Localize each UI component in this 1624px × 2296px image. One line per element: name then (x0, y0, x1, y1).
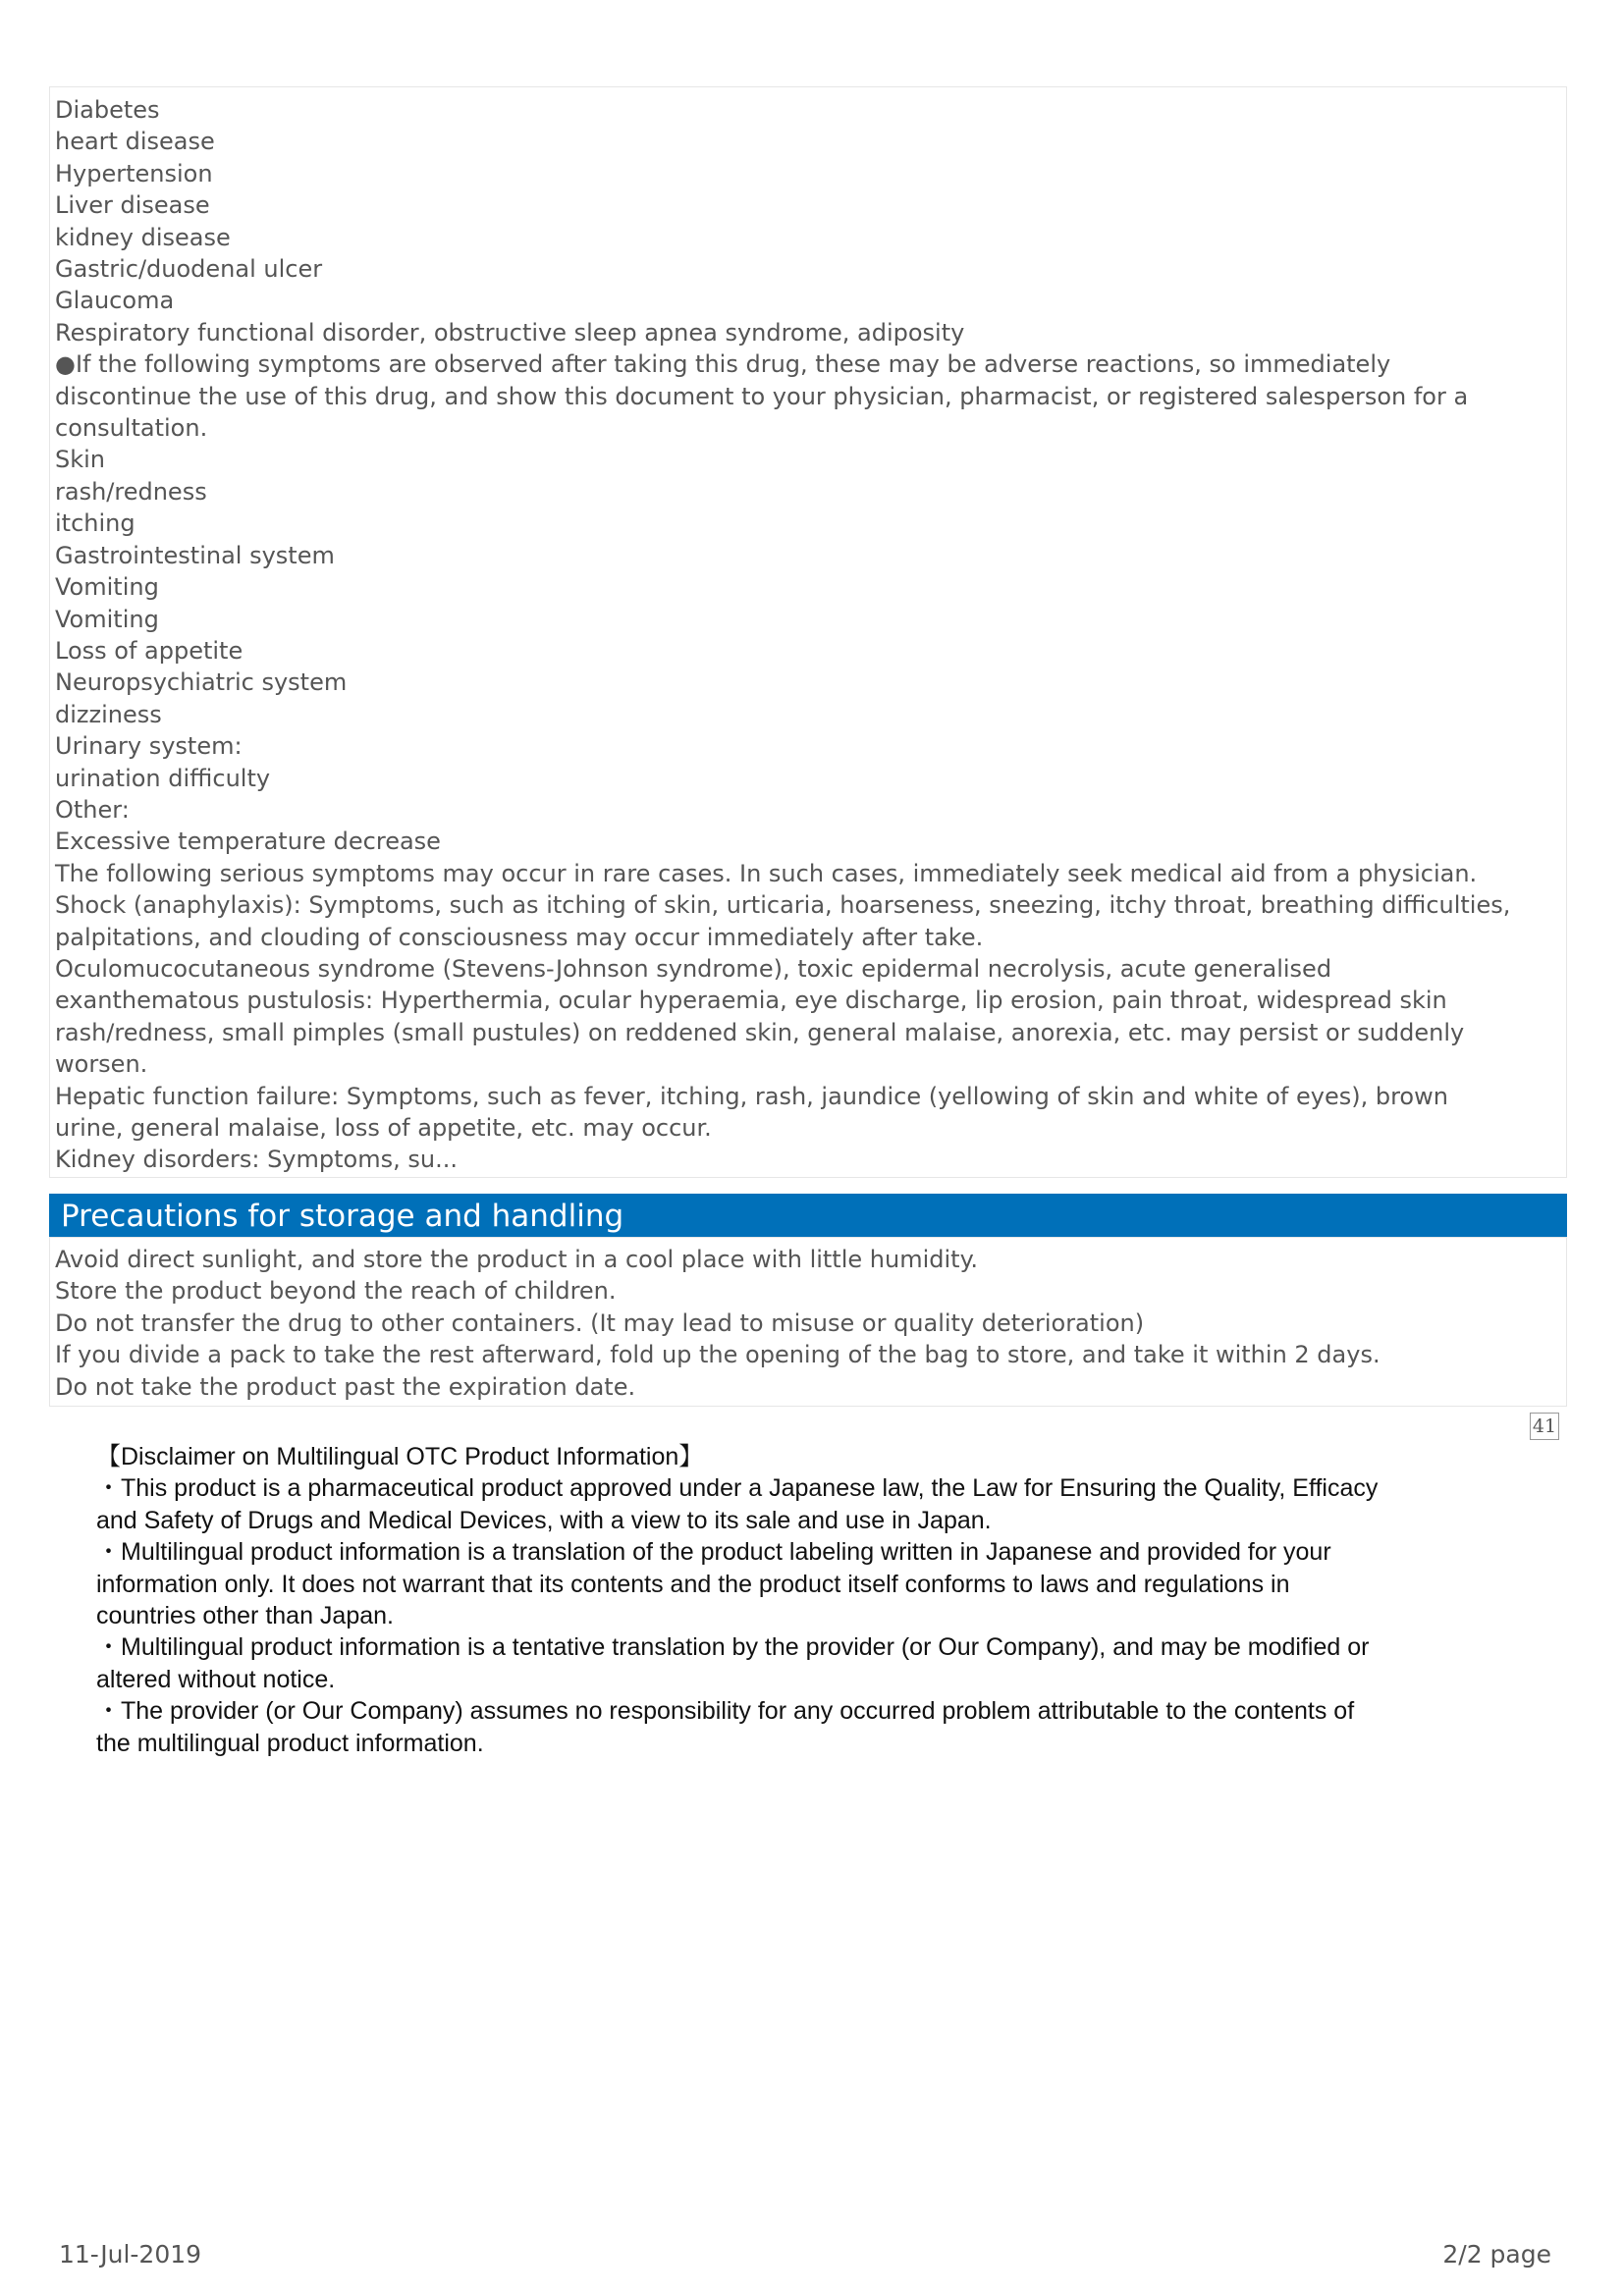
text-line: urination difficulty (55, 764, 271, 792)
text-line: dizziness (55, 700, 162, 728)
text-line: urine, general malaise, loss of appetite, etc. may occur. (55, 1114, 712, 1142)
text-line: Kidney disorders: Symptoms, su... (55, 1146, 458, 1174)
text-line: Diabetes (55, 96, 160, 124)
text-line: Excessive temperature decrease (55, 828, 441, 856)
storage-section-title: Precautions for storage and handling (61, 1199, 624, 1234)
text-line: ●If the following symptoms are observed after taking this drug, these may be adverse reactions, so immediately (55, 350, 1391, 379)
text-line: Neuropsychiatric system (55, 668, 348, 697)
footer-date: 11-Jul-2019 (59, 2240, 202, 2269)
text-line: rash/redness, small pimples (small pustules) on reddened skin, general malaise, anorexia, etc. may persist or suddenly (55, 1018, 1465, 1046)
consult-continued-lines (55, 94, 1561, 1176)
text-line: Skin (55, 446, 106, 474)
text-line: Respiratory functional disorder, obstructive sleep apnea syndrome, adiposity (55, 318, 965, 347)
disclaimer-line: and Safety of Drugs and Medical Devices, with a view to its sale and use in Japan. (96, 1506, 992, 1534)
text-line: Hepatic function failure: Symptoms, such as fever, itching, rash, jaundice (yellowing of skin and white of eyes), brown (55, 1082, 1448, 1110)
text-line: Vomiting (55, 573, 159, 602)
disclaimer-line: 【Disclaimer on Multilingual OTC Product Information】 (96, 1443, 704, 1470)
storage-lines (55, 1244, 1561, 1403)
disclaimer-line: ・This product is a pharmaceutical product approved under a Japanese law, the Law for Ensuring the Quality, Efficacy (96, 1474, 1379, 1503)
text-line: heart disease (55, 128, 215, 156)
disclaimer-line: countries other than Japan. (96, 1602, 394, 1630)
text-line: Gastrointestinal system (55, 541, 335, 569)
disclaimer-lines (96, 1441, 1540, 1759)
disclaimer-line: the multilingual product information. (96, 1729, 484, 1757)
text-line: Gastric/duodenal ulcer (55, 255, 323, 284)
storage-section-header (49, 1194, 1567, 1237)
footer-page-indicator: 2/2 page (1442, 2240, 1551, 2269)
text-line: Shock (anaphylaxis): Symptoms, such as itching of skin, urticaria, hoarseness, sneezing, itchy throat, breathing difficulties, (55, 891, 1511, 920)
storage-text-line: Store the product beyond the reach of children. (55, 1277, 617, 1306)
disclaimer-line: ・Multilingual product information is a translation of the product labeling written in Japanese and provided for your (96, 1538, 1331, 1567)
page-number-box: 41 (1530, 1413, 1559, 1440)
text-line: palpitations, and clouding of consciousness may occur immediately after take. (55, 923, 984, 951)
text-line: discontinue the use of this drug, and show this document to your physician, pharmacist, or registered salesperson for a (55, 382, 1469, 410)
storage-text-line: Avoid direct sunlight, and store the product in a cool place with little humidity. (55, 1246, 978, 1273)
text-line: Oculomucocutaneous syndrome (Stevens-Johnson syndrome), toxic epidermal necrolysis, acute generalised (55, 954, 1332, 983)
text-line: Loss of appetite (55, 636, 244, 665)
text-line: kidney disease (55, 223, 231, 251)
disclaimer-block (96, 1441, 1540, 1759)
text-line: exanthematous pustulosis: Hyperthermia, ocular hyperaemia, eye discharge, lip erosion, pain throat, widespread skin (55, 987, 1447, 1015)
disclaimer-line: altered without notice. (96, 1665, 336, 1693)
text-line: Hypertension (55, 159, 213, 187)
disclaimer-line: ・The provider (or Our Company) assumes no responsibility for any occurred problem attributable to the contents of (96, 1697, 1355, 1726)
text-line: rash/redness (55, 477, 207, 506)
storage-section (49, 1237, 1567, 1407)
disclaimer-line: information only. It does not warrant that its contents and the product itself conforms to laws and regulations in (96, 1570, 1290, 1598)
text-line: The following serious symptoms may occur in rare cases. In such cases, immediately seek medical aid from a physician. (55, 859, 1478, 887)
text-line: Other: (55, 795, 130, 824)
text-line: Glaucoma (55, 287, 175, 315)
disclaimer-line: ・Multilingual product information is a tentative translation by the provider (or Our Company), and may be modified or (96, 1633, 1370, 1662)
text-line: Urinary system: (55, 732, 243, 761)
consult-continued-section (49, 86, 1567, 1178)
text-line: Liver disease (55, 191, 210, 220)
storage-text-line: Do not take the product past the expiration date. (55, 1372, 636, 1401)
text-line: Vomiting (55, 605, 159, 633)
text-line: consultation. (55, 414, 208, 443)
storage-text-line: If you divide a pack to take the rest afterward, fold up the opening of the bag to store, and take it within 2 days. (55, 1341, 1380, 1369)
text-line: itching (55, 509, 135, 538)
storage-text-line: Do not transfer the drug to other containers. (It may lead to misuse or quality deterioration) (55, 1308, 1145, 1337)
text-line: worsen. (55, 1050, 148, 1079)
